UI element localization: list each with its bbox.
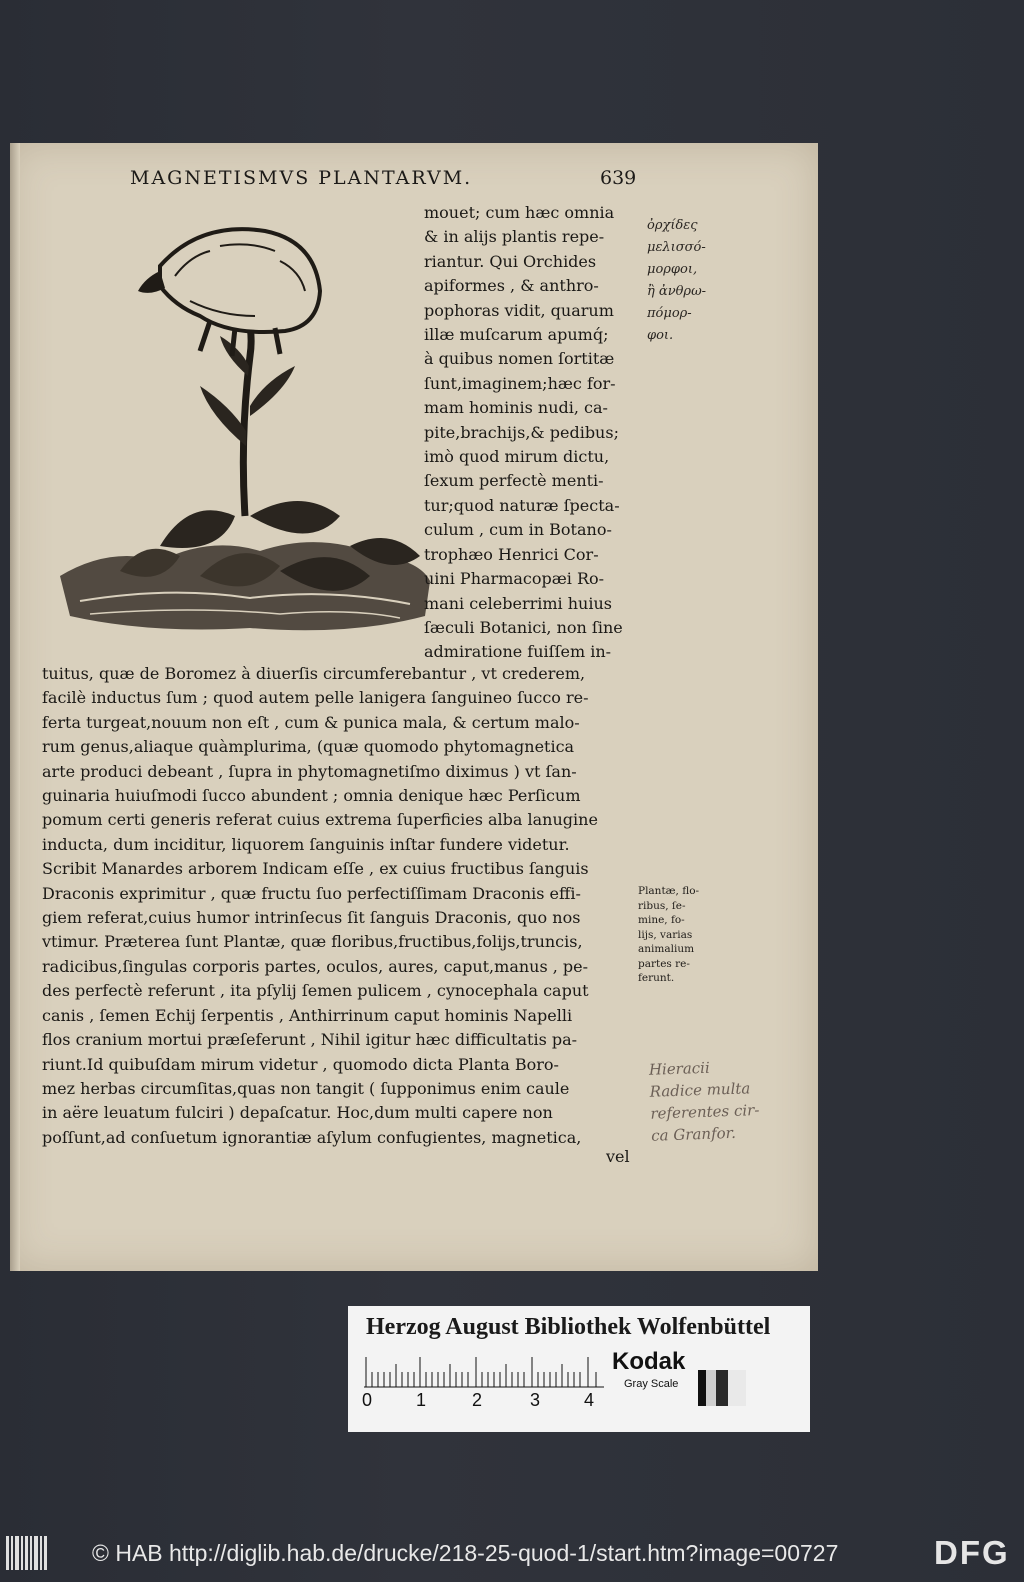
kodak-logo: Kodak: [612, 1348, 686, 1375]
text-line: pophoras vidit, quarum: [424, 300, 614, 320]
text-line: mam hominis nudi, ca-: [424, 398, 608, 418]
ruler-icon: [364, 1352, 604, 1388]
text-line: culum , cum in Botano-: [424, 520, 612, 540]
text-line: trophæo Henrici Cor-: [424, 544, 599, 564]
text-line: imò quod mirum dictu,: [424, 447, 610, 467]
text-line: tur;quod naturæ ſpecta-: [424, 495, 620, 515]
margin-greek-annotation: [647, 215, 737, 347]
text-line: mouet; cum hæc omnia: [424, 203, 615, 222]
footer-bar: [0, 1528, 1024, 1582]
page-header: [130, 167, 650, 197]
text-line: admiratione fuiſſem in-: [424, 642, 612, 662]
text-line: ſæculi Botanici, non ſine: [424, 617, 623, 637]
greek-line: μελισσό-: [647, 240, 706, 255]
text-line: giem referat,cuius humor intrinſecus ſit ſanguis Draconis, quo nos: [42, 908, 581, 928]
text-line: riantur. Qui Orchides: [424, 251, 597, 271]
text-line: ferta turgeat,nouum non eſt , cum & punica mala, & certum malo-: [42, 712, 580, 732]
full-width-text: [42, 662, 654, 1150]
footer-url[interactable]: © HAB http://diglib.hab.de/drucke/218-25-quod-1/start.htm?image=00727: [92, 1540, 839, 1566]
page-number: 639: [600, 167, 637, 189]
text-line: illæ muſcarum apumq́;: [424, 325, 609, 345]
text-line: in aëre leuatum fulciri ) depaſcatur. Hoc,dum multi capere non: [42, 1103, 553, 1123]
text-line: Draconis exprimitur , quæ fructu ſuo perfectiſſimam Draconis effi-: [42, 883, 581, 903]
note-line: animalium: [638, 943, 695, 955]
hand-line: Hieracii: [648, 1058, 711, 1079]
text-line: tuitus, quæ de Boromez à diuerſis circumferebantur , vt crederem,: [42, 664, 586, 683]
ruler-number: 3: [530, 1390, 541, 1410]
note-line: ribus, ſe-: [638, 899, 686, 912]
dfg-logo: DFG: [934, 1534, 1010, 1571]
library-name: Herzog August Bibliothek Wolfenbüttel: [366, 1314, 771, 1340]
text-line: pite,brachijs,& pedibus;: [424, 422, 619, 442]
text-line: flos cranium mortui præſeferunt , Nihil igitur hæc difficultatis pa-: [42, 1030, 578, 1050]
gray-scale-label: Gray Scale: [624, 1378, 679, 1390]
text-line: ſunt,imaginem;hæc for-: [424, 373, 616, 393]
margin-note: [638, 884, 728, 986]
hand-line: ca Granfor.: [650, 1123, 737, 1145]
text-line: guinaria huiuſmodi ſucco abundent ; omnia denique hæc Perſicum: [42, 786, 581, 806]
gray-patches-icon: [698, 1370, 746, 1406]
text-line: canis , ſemen Echij ſerpentis , Anthirrinum caput hominis Napelli: [42, 1005, 573, 1025]
text-line: Scribit Manardes arborem Indicam eſſe , ex cuius fructibus ſanguis: [42, 859, 589, 879]
woodcut-illustration: [50, 216, 435, 646]
text-line: inducta, dum inciditur, liquorem ſanguinis inſtar fundere videtur.: [42, 834, 570, 854]
text-line: poſſunt,ad conſuetum ignorantiæ aſylum confugientes, magnetica,: [42, 1127, 582, 1147]
hand-line: referentes cir-: [650, 1100, 760, 1123]
note-line: partes re-: [638, 957, 690, 970]
greek-line: ὀρχίδες: [647, 218, 698, 233]
text-line: facilè inductus ſum ; quod autem pelle lanigera ſanguineo ſucco re-: [42, 688, 589, 708]
note-line: Plantæ, flo-: [638, 885, 700, 897]
text-line: rum genus,aliaque quàmplurima, (quæ quomodo phytomagnetica: [42, 737, 575, 757]
text-line: uini Pharmacopæi Ro-: [424, 569, 605, 589]
greek-line: φοι.: [647, 328, 674, 343]
handwritten-annotation: [649, 1053, 812, 1147]
text-line: ſexum perfectè menti-: [424, 471, 604, 491]
book-page: [10, 143, 818, 1271]
text-line: mez herbas circumſitas,quas non tangit ( ſupponimus enim caule: [42, 1078, 570, 1098]
text-line: vtimur. Præterea ſunt Plantæ, quæ floribus,fructibus,folijs,truncis,: [42, 932, 583, 952]
text-line: à quibus nomen ſortitæ: [424, 349, 615, 369]
running-head: MAGNETISMVS PLANTARVM.: [130, 167, 473, 189]
ruler-number: 4: [584, 1390, 595, 1410]
text-line: pomum certi generis referat cuius extrema ſuperficies alba lanugine: [42, 810, 598, 830]
catchword: vel: [606, 1147, 630, 1166]
greek-line: μορφοι,: [647, 262, 698, 277]
ruler-number: 1: [416, 1390, 427, 1410]
text-line: arte produci debeant , ſupra in phytomagnetiſmo diximus ) vt ſan-: [42, 761, 577, 781]
text-line: riunt.Id quibuſdam mirum videtur , quomodo dicta Planta Boro-: [42, 1054, 559, 1074]
text-line: des perfectè referunt , ita pſylij ſemen pulicem , cynocephala caput: [42, 981, 589, 1001]
greek-line: ἢ ἀνθρω-: [647, 284, 707, 299]
note-line: ferunt.: [638, 972, 675, 984]
ruler-number: 0: [362, 1390, 373, 1410]
text-line: apiformes , & anthro-: [424, 276, 599, 296]
color-calibration-bar: [348, 1306, 810, 1432]
hand-line: Radice multa: [649, 1079, 751, 1101]
text-line: mani celeberrimi huius: [424, 593, 612, 613]
text-line: radicibus,ſingulas corporis partes, oculos, aures, caput,manus , pe-: [42, 956, 589, 976]
barcode-icon: [6, 1536, 48, 1570]
note-line: mine, fo-: [638, 914, 685, 926]
ruler-number: 2: [472, 1390, 483, 1410]
narrow-text-column: [424, 201, 654, 665]
greek-line: πόμορ-: [647, 306, 692, 321]
note-line: lijs, varias: [638, 928, 693, 941]
text-line: & in alijs plantis repe-: [424, 227, 605, 247]
